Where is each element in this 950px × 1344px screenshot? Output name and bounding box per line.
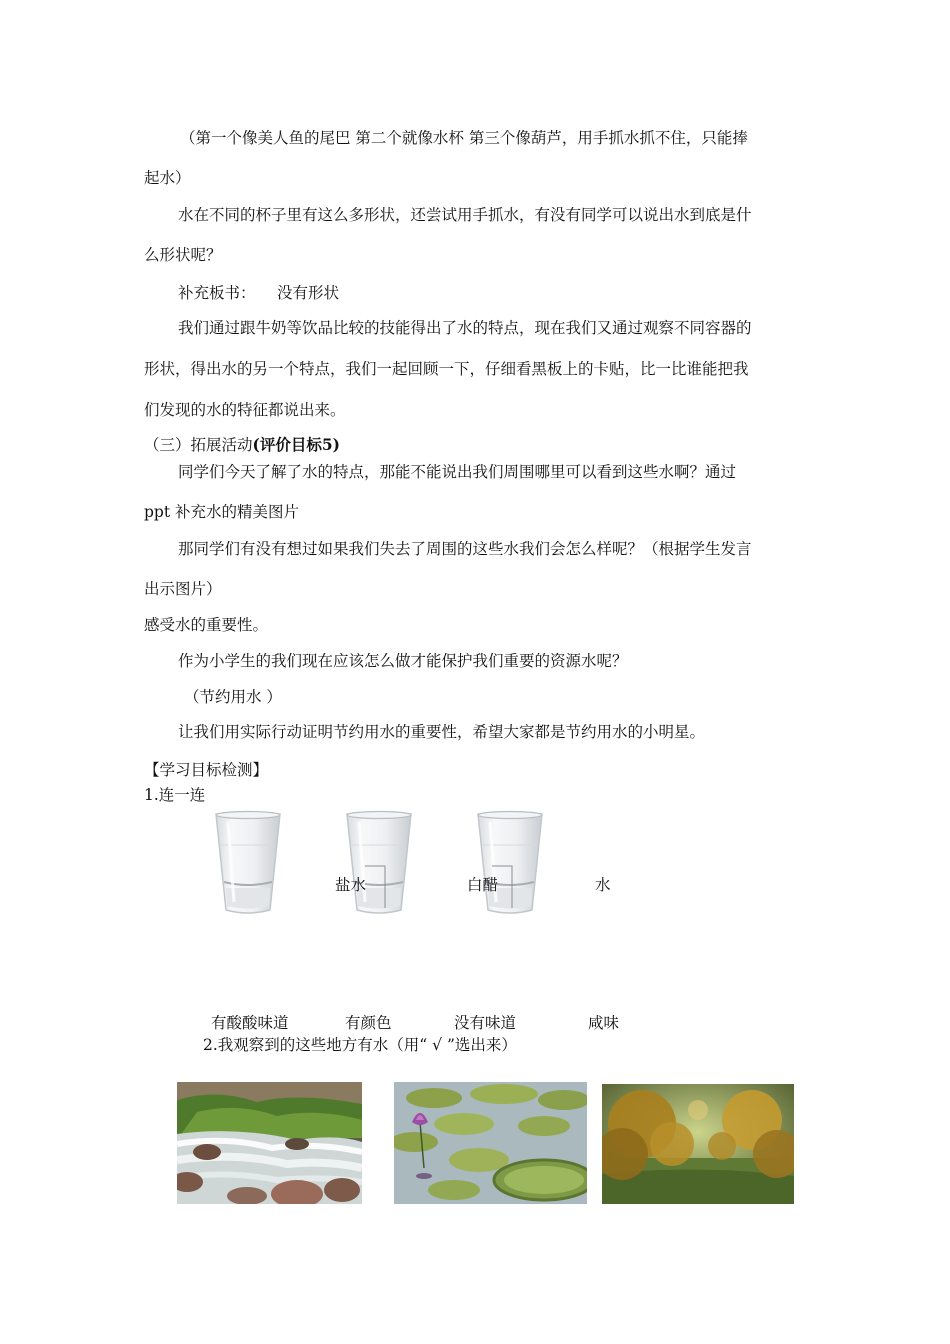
question-1: 1.连一连 [144, 786, 206, 804]
property-label: 有酸酸味道 [211, 1014, 289, 1032]
river-photo [177, 1082, 362, 1204]
paragraph-line: 们发现的水的特征都说出来。 [144, 401, 346, 419]
paragraph-line: 作为小学生的我们现在应该怎么做才能保护我们重要的资源水呢？ [178, 652, 628, 670]
paragraph-line: 水在不同的杯子里有这么多形状，还尝试用手抓水，有没有同学可以说出水到底是什 [178, 206, 752, 224]
paragraph-line: （第一个像美人鱼的尾巴 第二个就像水杯 第三个像葫芦，用手抓水抓不住，只能捧 [180, 129, 748, 147]
supplement-label: 补充板书： [178, 284, 256, 302]
glass-label: 白醋 [467, 876, 499, 894]
water-glass-icon [212, 810, 284, 918]
property-label: 咸味 [588, 1014, 620, 1032]
water-glass-icon [343, 810, 415, 918]
lily-pond-photo [394, 1082, 587, 1204]
paragraph-line: 么形状呢？ [144, 246, 222, 264]
glass-label: 盐水 [335, 876, 367, 894]
paragraph-line: 起水） [144, 169, 191, 187]
check-heading: 【学习目标检测】 [144, 761, 269, 779]
paragraph-line: 感受水的重要性。 [144, 616, 269, 634]
autumn-field-photo [602, 1084, 794, 1204]
property-label: 有颜色 [345, 1014, 392, 1032]
paragraph-line: 同学们今天了解了水的特点，那能不能说出我们周围哪里可以看到这些水啊？通过 [178, 463, 737, 481]
paragraph-line: ppt 补充水的精美图片 [144, 503, 300, 521]
paragraph-line: 让我们用实际行动证明节约用水的重要性，希望大家都是节约用水的小明星。 [178, 723, 706, 741]
section-heading [144, 435, 340, 455]
question-2: 2.我观察到的这些地方有水（用“ √ ”选出来） [203, 1036, 517, 1054]
paragraph-line: 出示图片） [144, 580, 222, 598]
paragraph-line: 形状，得出水的另一个特点，我们一起回顾一下，仔细看黑板上的卡贴，比一比谁能把我 [144, 360, 749, 378]
section-heading-text: （三）拓展活动 [144, 436, 253, 454]
paragraph-line: （节约用水 ） [184, 688, 282, 706]
paragraph-line: 那同学们有没有想过如果我们失去了周围的这些水我们会怎么样呢？（根据学生发言 [178, 540, 752, 558]
property-label: 没有味道 [454, 1014, 517, 1032]
glass-label: 水 [595, 876, 611, 894]
supplement-value: 没有形状 [277, 284, 340, 302]
water-glass-icon [474, 810, 546, 918]
section-heading-goal: (评价目标5) [252, 435, 340, 454]
paragraph-line: 我们通过跟牛奶等饮品比较的技能得出了水的特点，现在我们又通过观察不同容器的 [178, 319, 752, 337]
